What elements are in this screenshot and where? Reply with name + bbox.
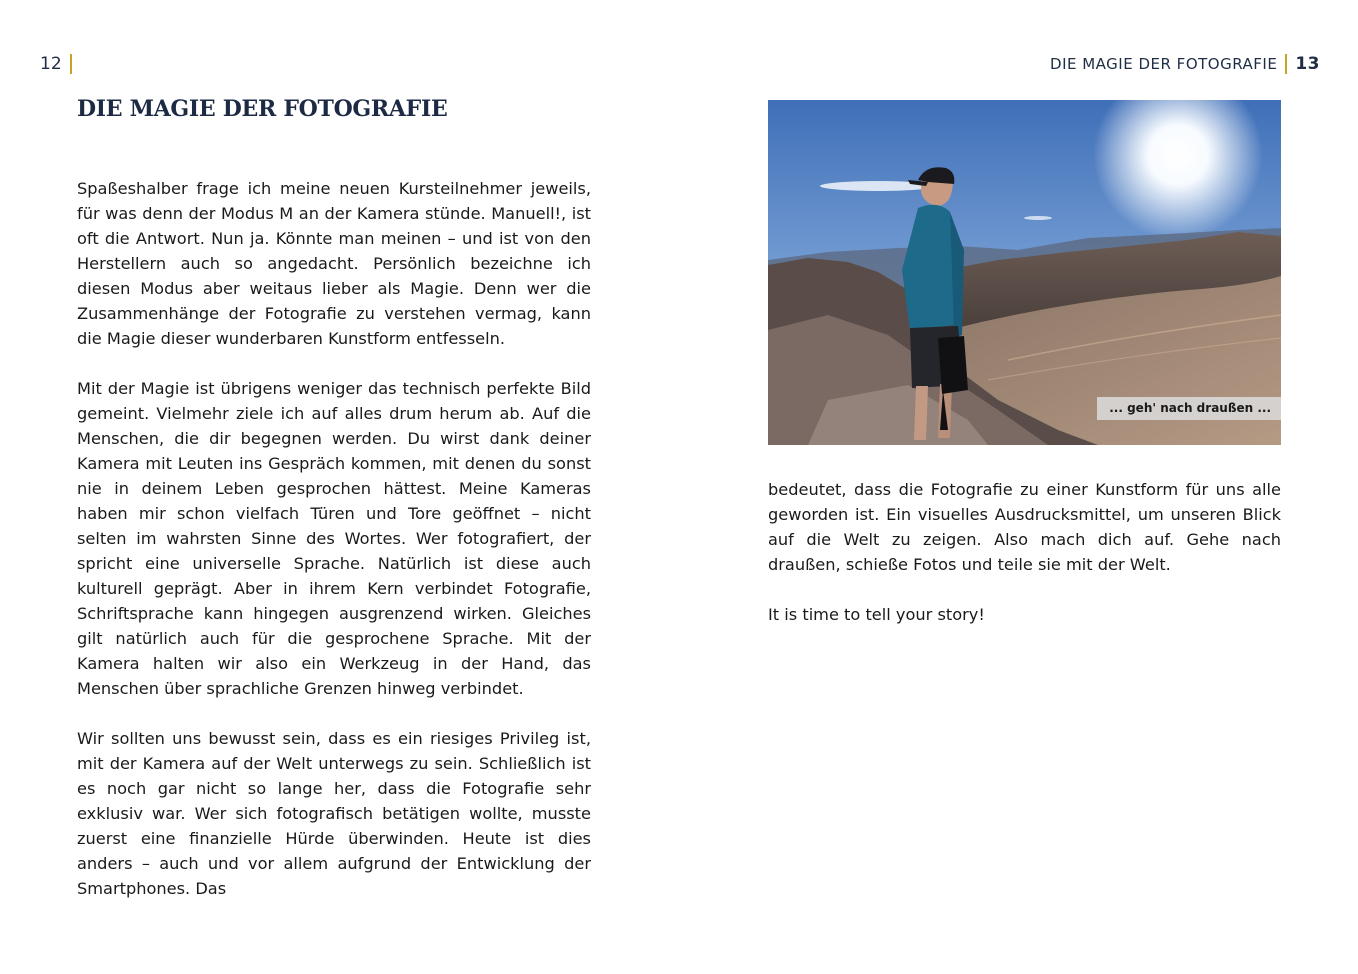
- page-number-left: 12: [40, 54, 62, 74]
- chapter-title: DIE MAGIE DER FOTOGRAFIE: [77, 96, 448, 122]
- paragraph-2: Mit der Magie ist übrigens weniger das technisch perfekte Bild gemeint. Vielmehr ziele ich auf alles drum herum ab. Auf die Menschen, die dir begegnen werden. Du wirst dank deiner Kamera mit Leuten ins Gespräch kommen, mit denen du sonst nie in deinem Leben gesprochen hättest. Meine Kameras haben mir schon vielfach Türen und Tore geöffnet – nicht selten im wahrsten Sinne des Wortes. Wer fotografiert, der spricht eine universelle Sprache. Natürlich ist diese auch kulturell geprägt. Aber in ihrem Kern verbindet Fotografie, Schriftsprache kann hingegen ausgrenzend wirken. Gleiches gilt natürlich auch für die gesprochene Sprache. Mit der Kamera halten wir also ein Werkzeug in der Hand, das Menschen über sprachliche Grenzen hinweg verbindet.: [77, 379, 591, 698]
- folio-divider-left: [70, 54, 72, 74]
- running-head: DIE MAGIE DER FOTOGRAFIE: [1050, 55, 1278, 73]
- page-number-right: 13: [1295, 54, 1320, 74]
- paragraph-continued: bedeutet, dass die Fotografie zu einer Kunstform für uns alle geworden ist. Ein visuelles Ausdrucksmittel, um unseren Blick auf die Welt zu zeigen. Also mach dich auf. Gehe nach draußen, schieße Fotos und teile sie mit der Welt.: [768, 480, 1281, 574]
- paragraph-1: Spaßeshalber frage ich meine neuen Kursteilnehmer jeweils, für was denn der Modus M an der Kamera stünde. Manuell!, ist oft die Antwort. Nun ja. Könnte man meinen – und ist von den Herstellern auch so angedacht. Persönlich bezeichne ich diesen Modus aber weitaus lieber als Magie. Denn wer die Zusammenhänge der Fotografie zu verstehen vermag, kann die Magie dieser wunderbaren Kunstform entfesseln.: [77, 179, 591, 348]
- right-folio: [1050, 54, 1320, 74]
- photo-caption: ... geh' nach draußen ...: [1097, 397, 1281, 420]
- paragraph-3: Wir sollten uns bewusst sein, dass es ein riesiges Privileg ist, mit der Kamera auf der Welt unterwegs zu sein. Schließlich ist es noch gar nicht so lange her, dass die Fotografie sehr exklusiv war. Wer sich fotografisch betätigen wollte, musste zuerst eine finanzielle Hürde überwinden. Heute ist dies anders – auch und vor allem aufgrund der Entwicklung der Smartphones. Das: [77, 729, 591, 898]
- desert-hiker-photo: [768, 100, 1281, 445]
- photo-illustration: [768, 100, 1281, 445]
- right-text-column: [768, 477, 1281, 652]
- folio-divider-right: [1285, 54, 1287, 74]
- right-page: [679, 0, 1358, 974]
- left-folio: [40, 54, 80, 74]
- closing-line: It is time to tell your story!: [768, 605, 985, 624]
- left-text-column: [77, 176, 591, 926]
